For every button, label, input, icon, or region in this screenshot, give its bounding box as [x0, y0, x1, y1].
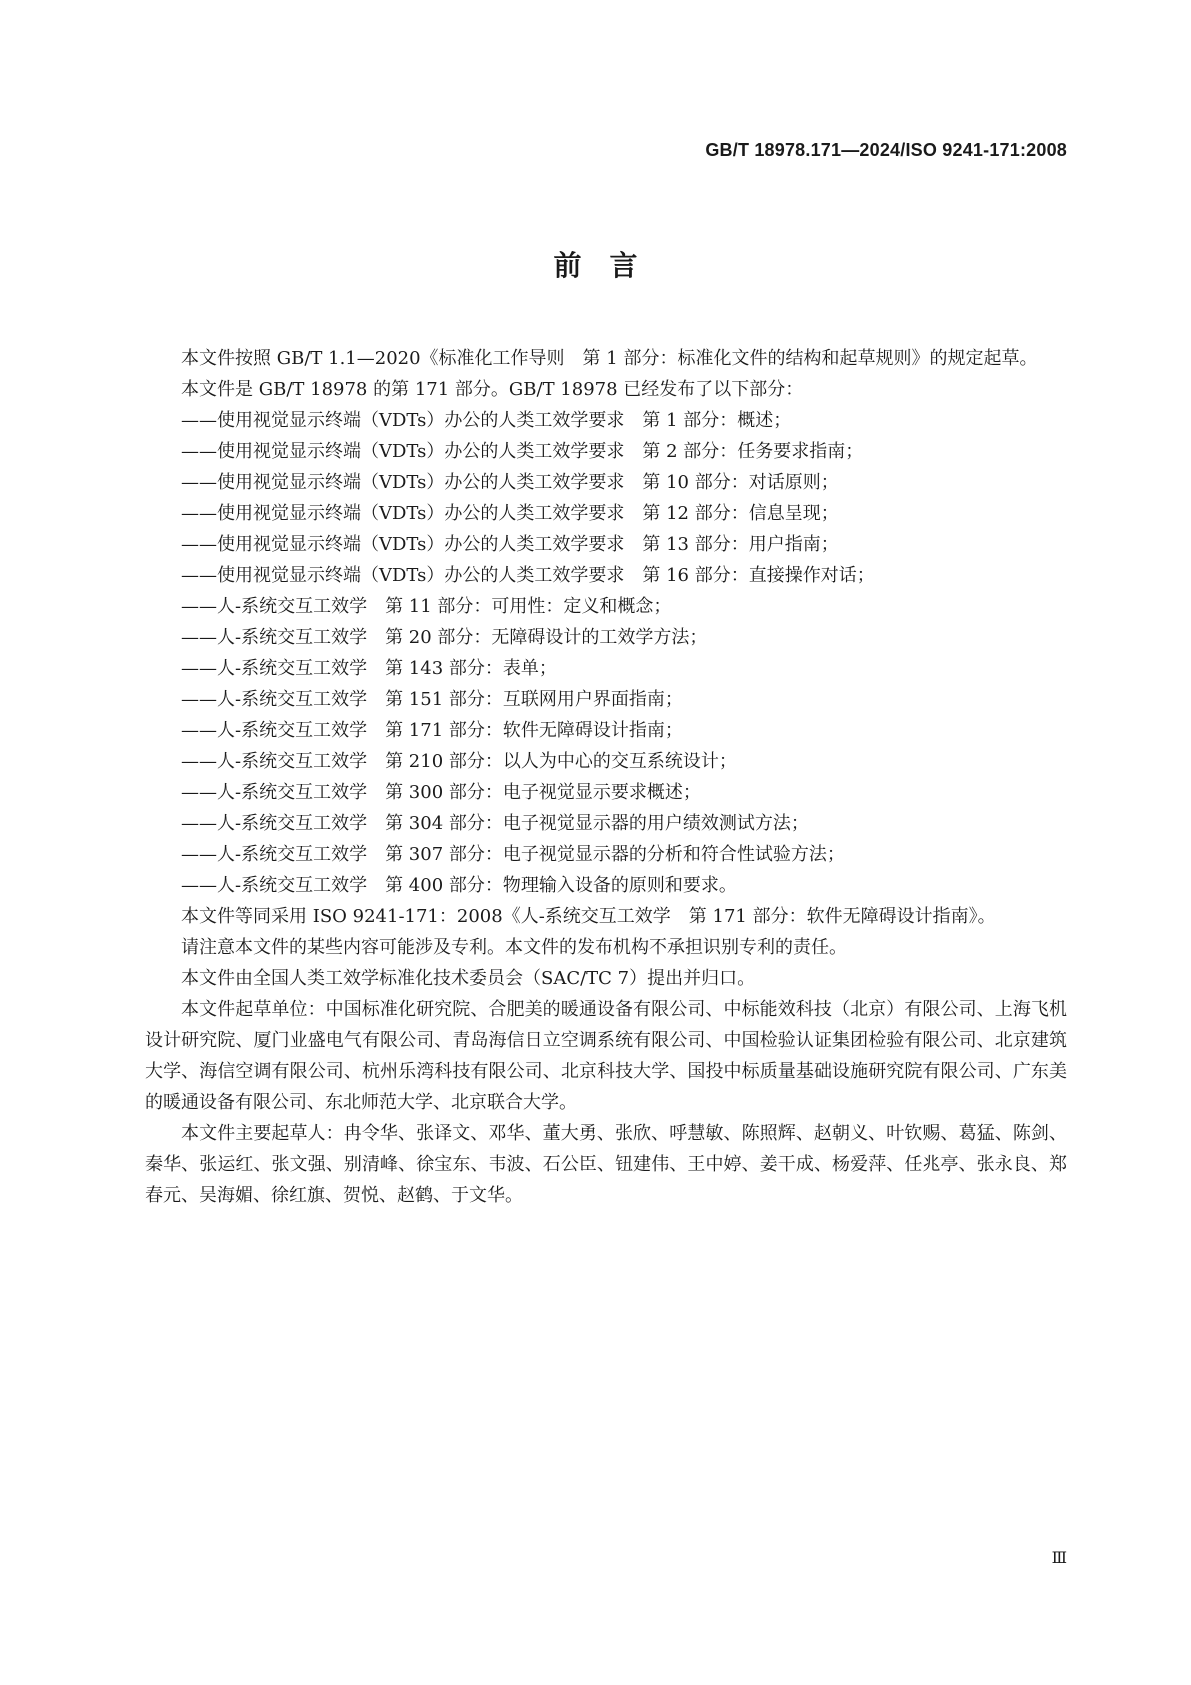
paragraph: 本文件是 GB/T 18978 的第 171 部分。GB/T 18978 已经发布了以下部分：	[181, 379, 804, 400]
list-item: ——使用视觉显示终端（VDTs）办公的人类工效学要求 第 12 部分：信息呈现；	[181, 503, 839, 524]
list-item: ——人-系统交互工效学 第 300 部分：电子视觉显示要求概述；	[181, 782, 701, 803]
list-item: ——人-系统交互工效学 第 151 部分：互联网用户界面指南；	[181, 689, 683, 710]
document-code: GB/T 18978.171—2024/ISO 9241-171:2008	[705, 140, 1067, 160]
paragraph: 本文件主要起草人：冉令华、张译文、邓华、董大勇、张欣、呼慧敏、陈照辉、赵朝义、叶钦赐、葛猛、陈剑、秦华、张运红、张文强、别清峰、徐宝东、韦波、石公臣、钮建伟、王中婷、姜干成、杨爱萍、任兆亭、张永良、郑春元、吴海媚、徐红旗、贺悦、赵鹤、于文华。	[145, 1123, 1067, 1206]
list-item: ——使用视觉显示终端（VDTs）办公的人类工效学要求 第 13 部分：用户指南；	[181, 534, 839, 555]
list-item: ——使用视觉显示终端（VDTs）办公的人类工效学要求 第 1 部分：概述；	[181, 410, 792, 431]
page-title: 前言	[553, 249, 666, 282]
list-item: ——人-系统交互工效学 第 307 部分：电子视觉显示器的分析和符合性试验方法；	[181, 844, 845, 865]
list-item: ——人-系统交互工效学 第 304 部分：电子视觉显示器的用户绩效测试方法；	[181, 813, 809, 834]
list-item: ——人-系统交互工效学 第 400 部分：物理输入设备的原则和要求。	[181, 875, 737, 896]
paragraph: 本文件由全国人类工效学标准化技术委员会（SAC/TC 7）提出并归口。	[181, 968, 756, 989]
list-item: ——人-系统交互工效学 第 143 部分：表单；	[181, 658, 557, 679]
paragraph: 请注意本文件的某些内容可能涉及专利。本文件的发布机构不承担识别专利的责任。	[181, 937, 847, 958]
list-item: ——使用视觉显示终端（VDTs）办公的人类工效学要求 第 2 部分：任务要求指南；	[181, 441, 864, 462]
paragraph: 本文件等同采用 ISO 9241-171：2008《人-系统交互工效学 第 171 部分：软件无障碍设计指南》。	[181, 906, 996, 927]
list-item: ——使用视觉显示终端（VDTs）办公的人类工效学要求 第 10 部分：对话原则；	[181, 472, 839, 493]
list-item: ——人-系统交互工效学 第 210 部分：以人为中心的交互系统设计；	[181, 751, 737, 772]
list-item: ——人-系统交互工效学 第 171 部分：软件无障碍设计指南；	[181, 720, 683, 741]
document-body	[145, 343, 1067, 1211]
paragraph: 本文件按照 GB/T 1.1—2020《标准化工作导则 第 1 部分：标准化文件的结构和起草规则》的规定起草。	[181, 348, 1038, 369]
page-number: Ⅲ	[1051, 1548, 1067, 1567]
list-item: ——人-系统交互工效学 第 20 部分：无障碍设计的工效学方法；	[181, 627, 708, 648]
list-item: ——人-系统交互工效学 第 11 部分：可用性：定义和概念；	[181, 596, 672, 617]
paragraph: 本文件起草单位：中国标准化研究院、合肥美的暖通设备有限公司、中标能效科技（北京）有限公司、上海飞机设计研究院、厦门业盛电气有限公司、青岛海信日立空调系统有限公司、中国检验认证集团检验有限公司、北京建筑大学、海信空调有限公司、杭州乐湾科技有限公司、北京科技大学、国投中标质量基础设施研究院有限公司、广东美的暖通设备有限公司、东北师范大学、北京联合大学。	[145, 999, 1067, 1113]
list-item: ——使用视觉显示终端（VDTs）办公的人类工效学要求 第 16 部分：直接操作对话；	[181, 565, 875, 586]
